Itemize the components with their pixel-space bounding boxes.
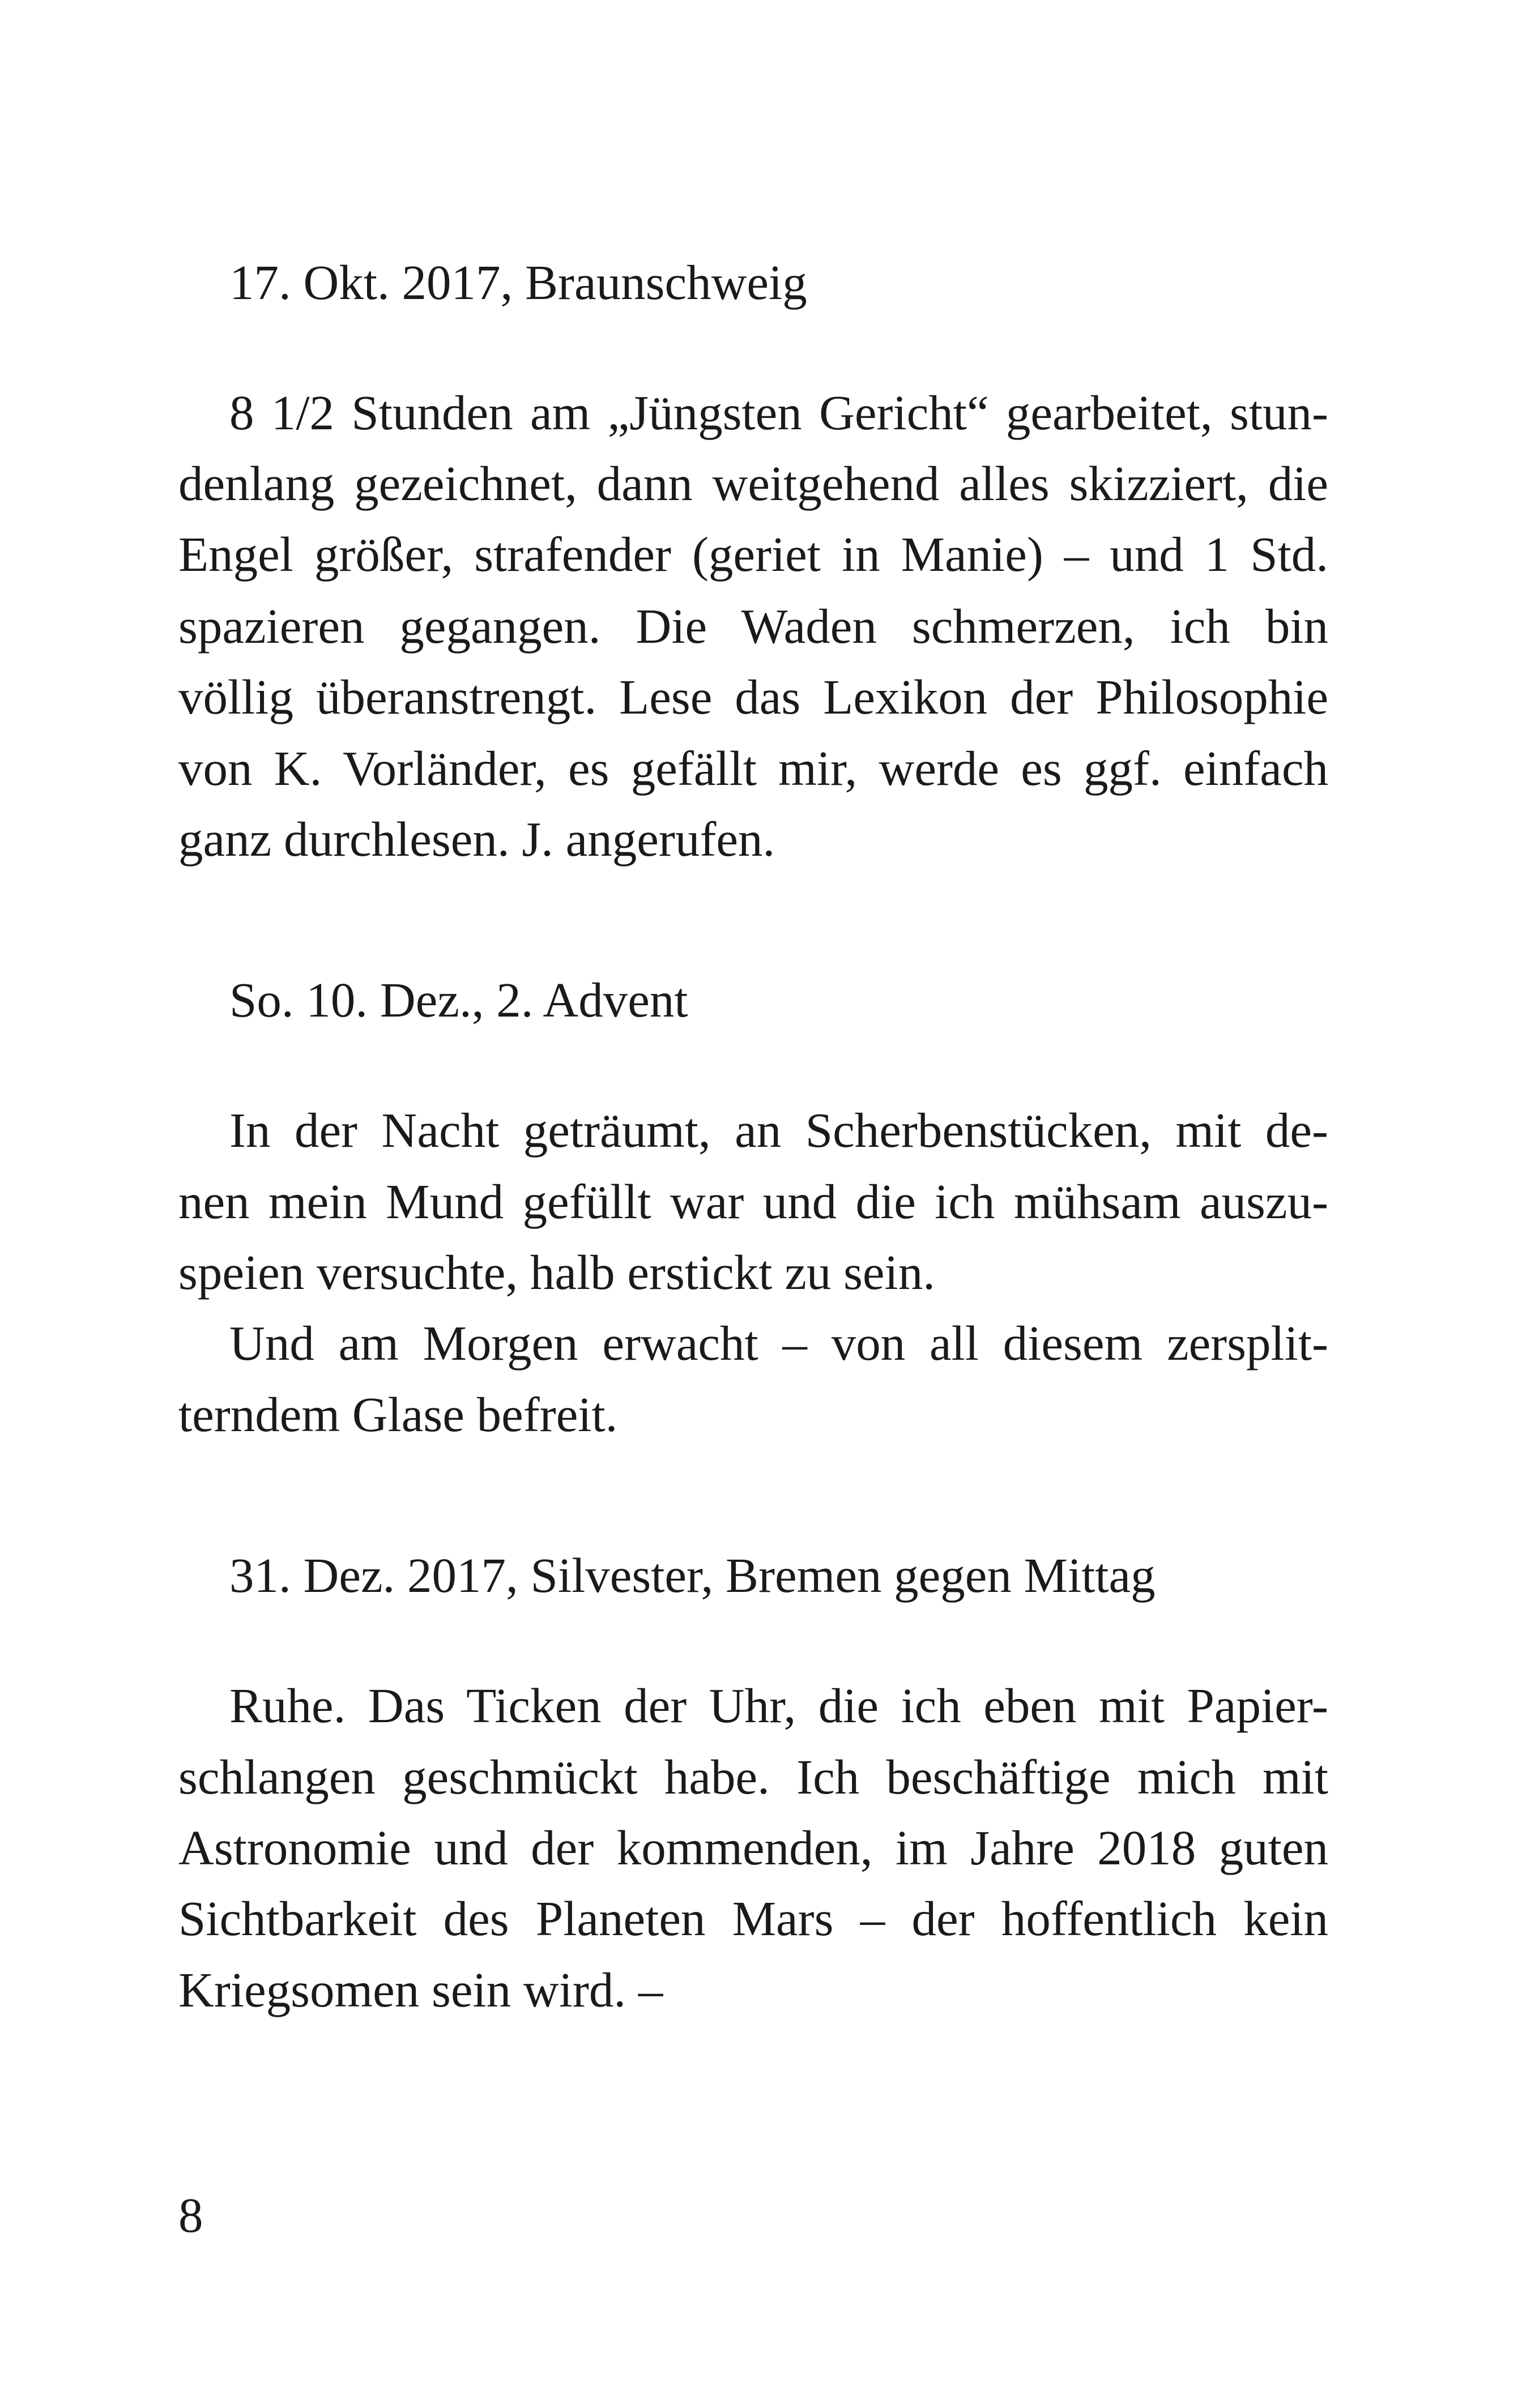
entry-line: Engel größer, strafender (geriet in Manie) – und 1 Std. <box>178 527 1328 582</box>
entry-line: terndem Glase befreit. <box>178 1387 618 1442</box>
entry-line: nen mein Mund gefüllt war und die ich mühsam auszu- <box>178 1174 1328 1229</box>
entry-line: schlangen geschmückt habe. Ich beschäftige mich mit <box>178 1749 1328 1804</box>
entry-line: Ruhe. Das Ticken der Uhr, die ich eben mit Papier- <box>229 1678 1328 1733</box>
entry-line: Astronomie und der kommenden, im Jahre 2018 guten <box>178 1820 1328 1875</box>
entry-line: ganz durchlesen. J. angerufen. <box>178 812 775 866</box>
entry-line: 8 1/2 Stunden am „Jüngsten Gericht“ gearbeitet, stun- <box>229 385 1328 440</box>
entry-heading: 17. Okt. 2017, Braunschweig <box>229 255 807 310</box>
entry-line: speien versuchte, halb erstickt zu sein. <box>178 1245 935 1300</box>
entry-line: Und am Morgen erwacht – von all diesem zersplit- <box>229 1316 1328 1370</box>
entry-line: Kriegsomen sein wird. – <box>178 1962 663 2017</box>
entry-heading: So. 10. Dez., 2. Advent <box>229 972 688 1027</box>
entry-line: von K. Vorländer, es gefällt mir, werde es ggf. einfach <box>178 741 1328 796</box>
entry-line: denlang gezeichnet, dann weitgehend alles skizziert, die <box>178 456 1328 511</box>
page-number: 8 <box>178 2188 203 2243</box>
entry-line: In der Nacht geträumt, an Scherbenstücken, mit de- <box>229 1103 1328 1158</box>
entry-line: völlig überanstrengt. Lese das Lexikon der Philosophie <box>178 669 1328 724</box>
entry-line: spazieren gegangen. Die Waden schmerzen, ich bin <box>178 599 1328 654</box>
entry-line: Sichtbarkeit des Planeten Mars – der hoffentlich kein <box>178 1891 1328 1946</box>
entry-heading: 31. Dez. 2017, Silvester, Bremen gegen Mittag <box>229 1548 1156 1603</box>
